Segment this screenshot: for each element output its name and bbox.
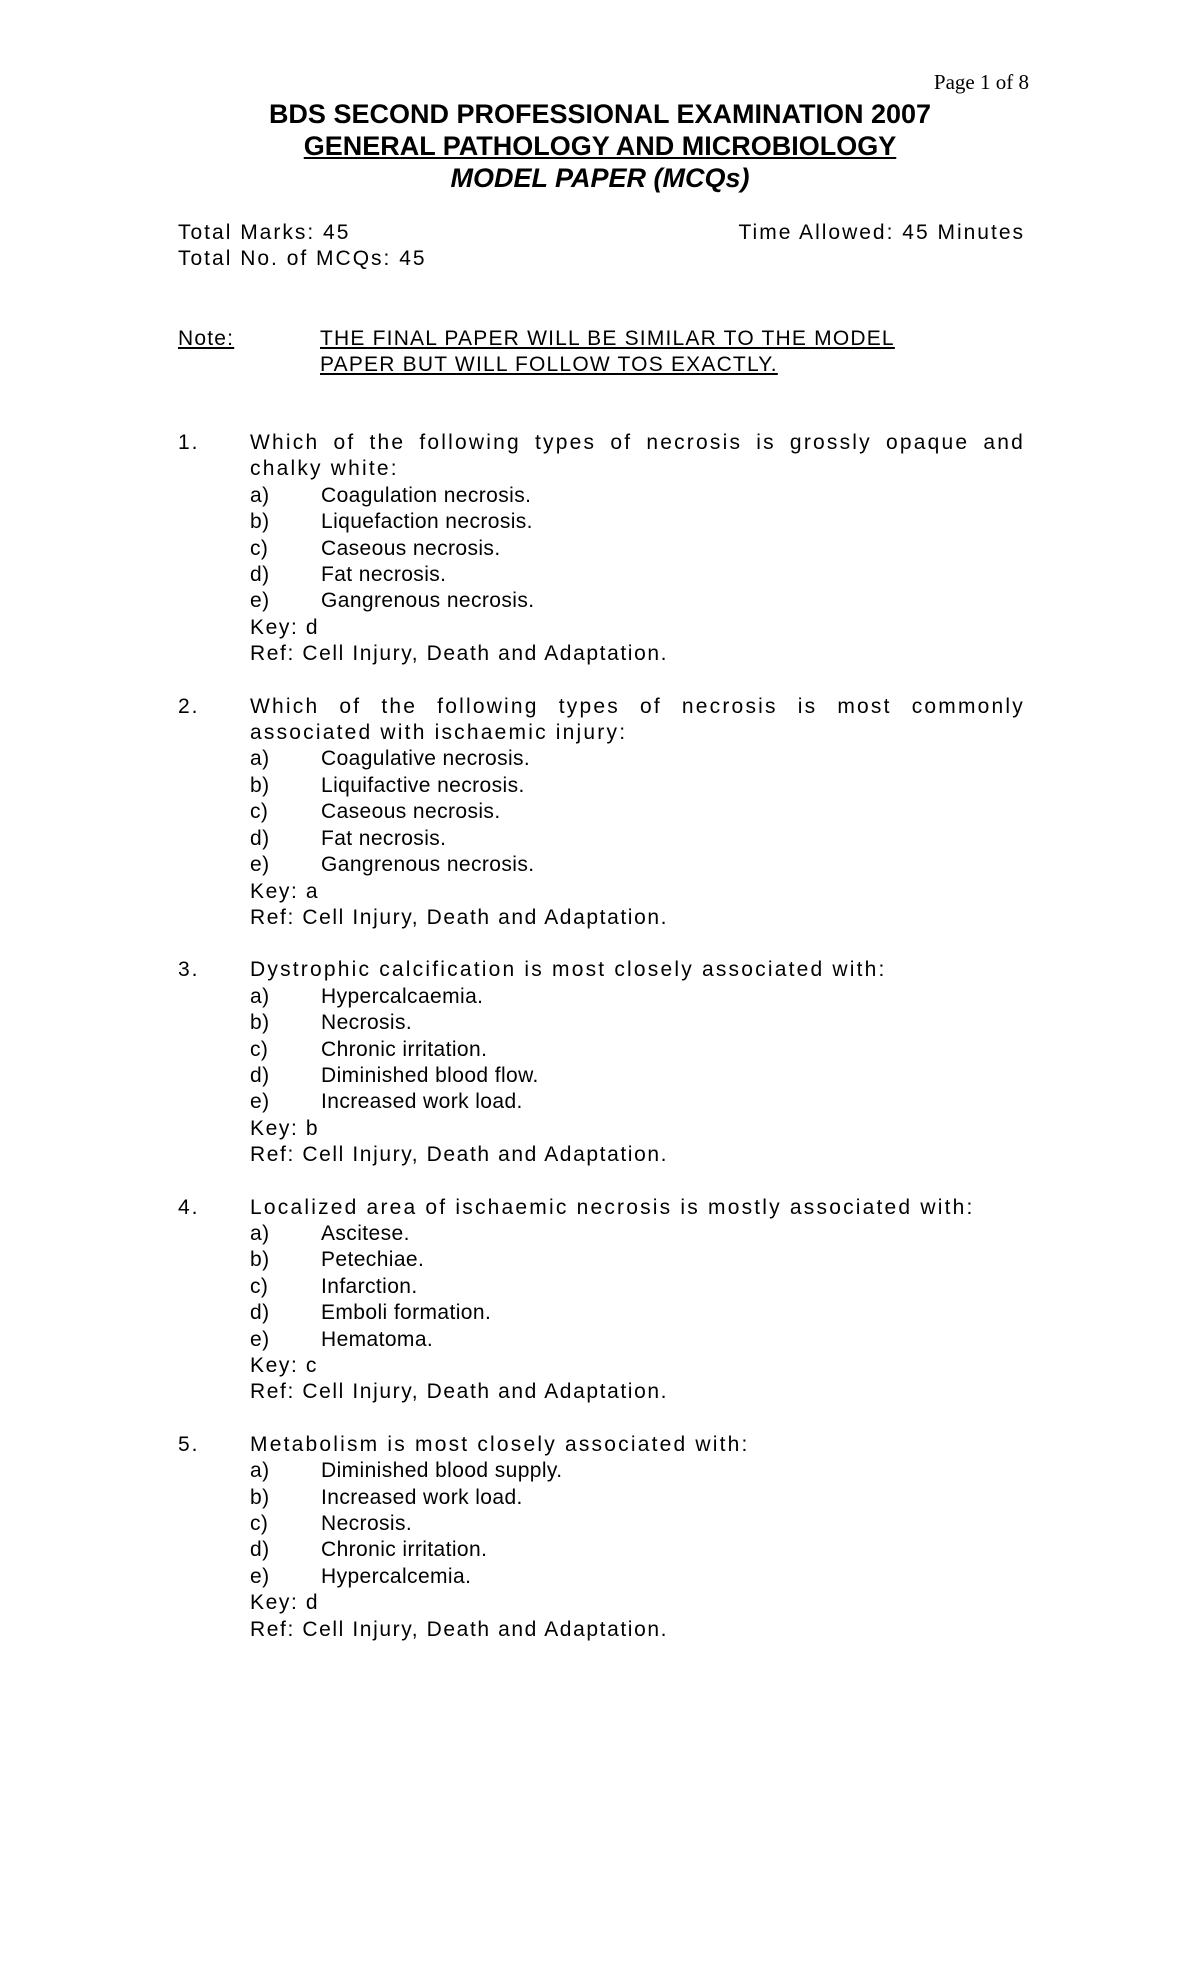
option-letter: d): [250, 563, 270, 587]
total-marks: Total Marks: 45: [178, 221, 351, 244]
option-5: [250, 1564, 1025, 1590]
meta-row: [178, 220, 1025, 246]
answer-key: Key: c: [250, 1354, 318, 1377]
option-letter: e): [250, 589, 270, 613]
option-letter: e): [250, 1564, 270, 1588]
option-text: Coagulation necrosis.: [321, 483, 532, 507]
exam-header: [0, 98, 1200, 194]
option-letter: a): [250, 1459, 270, 1483]
option-5: [250, 852, 1025, 878]
option-text: Caseous necrosis.: [321, 536, 501, 560]
option-letter: c): [250, 800, 269, 824]
reference: Ref: Cell Injury, Death and Adaptation.: [250, 905, 669, 929]
option-text: Hypercalcemia.: [321, 1564, 472, 1588]
option-text: Emboli formation.: [321, 1301, 492, 1325]
option-3: [250, 799, 1025, 825]
reference: Ref: Cell Injury, Death and Adaptation.: [250, 1617, 669, 1641]
time-allowed: Time Allowed: 45 Minutes: [738, 221, 1025, 244]
option-text: Ascitese.: [321, 1221, 410, 1245]
option-text: Caseous necrosis.: [321, 800, 501, 824]
option-letter: e): [250, 1090, 270, 1114]
option-letter: a): [250, 483, 270, 507]
subject-title: GENERAL PATHOLOGY AND MICROBIOLOGY: [303, 131, 897, 161]
question-number: 3.: [178, 958, 200, 982]
page-number: Page 1 of 8: [933, 70, 1029, 94]
question-body: [250, 430, 1025, 668]
option-1: [250, 984, 1025, 1010]
option-text: Petechiae.: [321, 1248, 425, 1272]
option-text: Gangrenous necrosis.: [321, 589, 535, 613]
option-letter: e): [250, 853, 270, 877]
option-text: Increased work load.: [321, 1485, 523, 1509]
option-1: [250, 1458, 1025, 1484]
question-stem: Which of the following types of necrosis is most commonly associated with ischaemic injury:: [250, 694, 1025, 745]
question-stem: Which of the following types of necrosis is grossly opaque and chalky white:: [250, 431, 1025, 481]
option-letter: c): [250, 1274, 269, 1298]
answer-key: Key: d: [250, 615, 320, 639]
option-4: [250, 562, 1025, 588]
option-letter: d): [250, 826, 270, 850]
option-3: [250, 1511, 1025, 1537]
question-stem: Dystrophic calcification is most closely associated with:: [250, 958, 887, 982]
option-text: Gangrenous necrosis.: [321, 853, 535, 877]
option-3: [250, 1274, 1025, 1300]
question-stem: Localized area of ischaemic necrosis is mostly associated with:: [250, 1195, 975, 1219]
option-text: Coagulative necrosis.: [321, 747, 531, 771]
exam-title: BDS SECOND PROFESSIONAL EXAMINATION 2007: [268, 99, 932, 129]
question-5: [178, 1432, 1025, 1643]
reference: Ref: Cell Injury, Death and Adaptation.: [250, 1380, 669, 1404]
option-letter: b): [250, 1485, 270, 1509]
option-text: Hematoma.: [321, 1327, 434, 1351]
option-text: Necrosis.: [321, 1512, 413, 1536]
question-4: [178, 1195, 1025, 1406]
question-body: [250, 1432, 1025, 1643]
option-4: [250, 1063, 1025, 1089]
option-letter: d): [250, 1301, 270, 1325]
option-letter: c): [250, 536, 269, 560]
option-2: [250, 1247, 1025, 1273]
option-text: Necrosis.: [321, 1011, 413, 1035]
option-text: Diminished blood flow.: [321, 1063, 539, 1087]
total-mcqs: Total No. of MCQs: 45: [178, 247, 427, 270]
reference: Ref: Cell Injury, Death and Adaptation.: [250, 642, 669, 666]
option-letter: b): [250, 1248, 270, 1272]
option-text: Diminished blood supply.: [321, 1459, 563, 1483]
question-number: 2.: [178, 694, 200, 718]
question-stem: Metabolism is most closely associated with:: [250, 1432, 750, 1456]
option-letter: d): [250, 1538, 270, 1562]
option-2: [250, 773, 1025, 799]
option-text: Infarction.: [321, 1274, 418, 1298]
option-4: [250, 1300, 1025, 1326]
question-body: [250, 694, 1025, 932]
option-1: [250, 483, 1025, 509]
reference: Ref: Cell Injury, Death and Adaptation.: [250, 1143, 669, 1167]
option-1: [250, 1221, 1025, 1247]
option-2: [250, 1485, 1025, 1511]
option-2: [250, 1010, 1025, 1036]
option-text: Liquifactive necrosis.: [321, 773, 525, 797]
option-5: [250, 1327, 1025, 1353]
question-number: 4.: [178, 1195, 200, 1219]
question-2: [178, 694, 1025, 932]
option-text: Liquefaction necrosis.: [321, 510, 533, 534]
option-letter: c): [250, 1037, 269, 1061]
option-3: [250, 536, 1025, 562]
option-text: Increased work load.: [321, 1090, 523, 1114]
option-2: [250, 509, 1025, 535]
answer-key: Key: a: [250, 879, 320, 903]
option-5: [250, 588, 1025, 614]
question-number: 1.: [178, 431, 200, 454]
question-1: [178, 430, 1025, 668]
answer-key: Key: b: [250, 1116, 320, 1140]
option-1: [250, 746, 1025, 772]
question-3: [178, 957, 1025, 1168]
paper-type: MODEL PAPER (MCQs): [450, 163, 750, 193]
option-text: Fat necrosis.: [321, 563, 447, 587]
note: [178, 326, 1025, 378]
option-letter: c): [250, 1512, 269, 1536]
option-text: Fat necrosis.: [321, 826, 447, 850]
option-letter: a): [250, 984, 270, 1008]
meta-row: [178, 246, 1025, 272]
option-4: [250, 826, 1025, 852]
note-label: Note:: [178, 327, 235, 350]
option-4: [250, 1537, 1025, 1563]
option-text: Chronic irritation.: [321, 1037, 488, 1061]
option-text: Chronic irritation.: [321, 1538, 488, 1562]
option-letter: e): [250, 1327, 270, 1351]
question-body: [250, 957, 1025, 1168]
option-letter: a): [250, 747, 270, 771]
option-text: Hypercalcaemia.: [321, 984, 484, 1008]
option-3: [250, 1037, 1025, 1063]
exam-meta: [178, 220, 1025, 272]
option-letter: b): [250, 773, 270, 797]
answer-key: Key: d: [250, 1591, 320, 1615]
note-text: THE FINAL PAPER WILL BE SIMILAR TO THE MODEL PAPER BUT WILL FOLLOW TOS EXACTLY.: [320, 327, 895, 376]
question-list: [178, 430, 1025, 1669]
option-letter: b): [250, 1011, 270, 1035]
option-5: [250, 1089, 1025, 1115]
option-letter: d): [250, 1063, 270, 1087]
option-letter: a): [250, 1221, 270, 1245]
question-number: 5.: [178, 1432, 200, 1456]
option-letter: b): [250, 510, 270, 534]
question-body: [250, 1195, 1025, 1406]
